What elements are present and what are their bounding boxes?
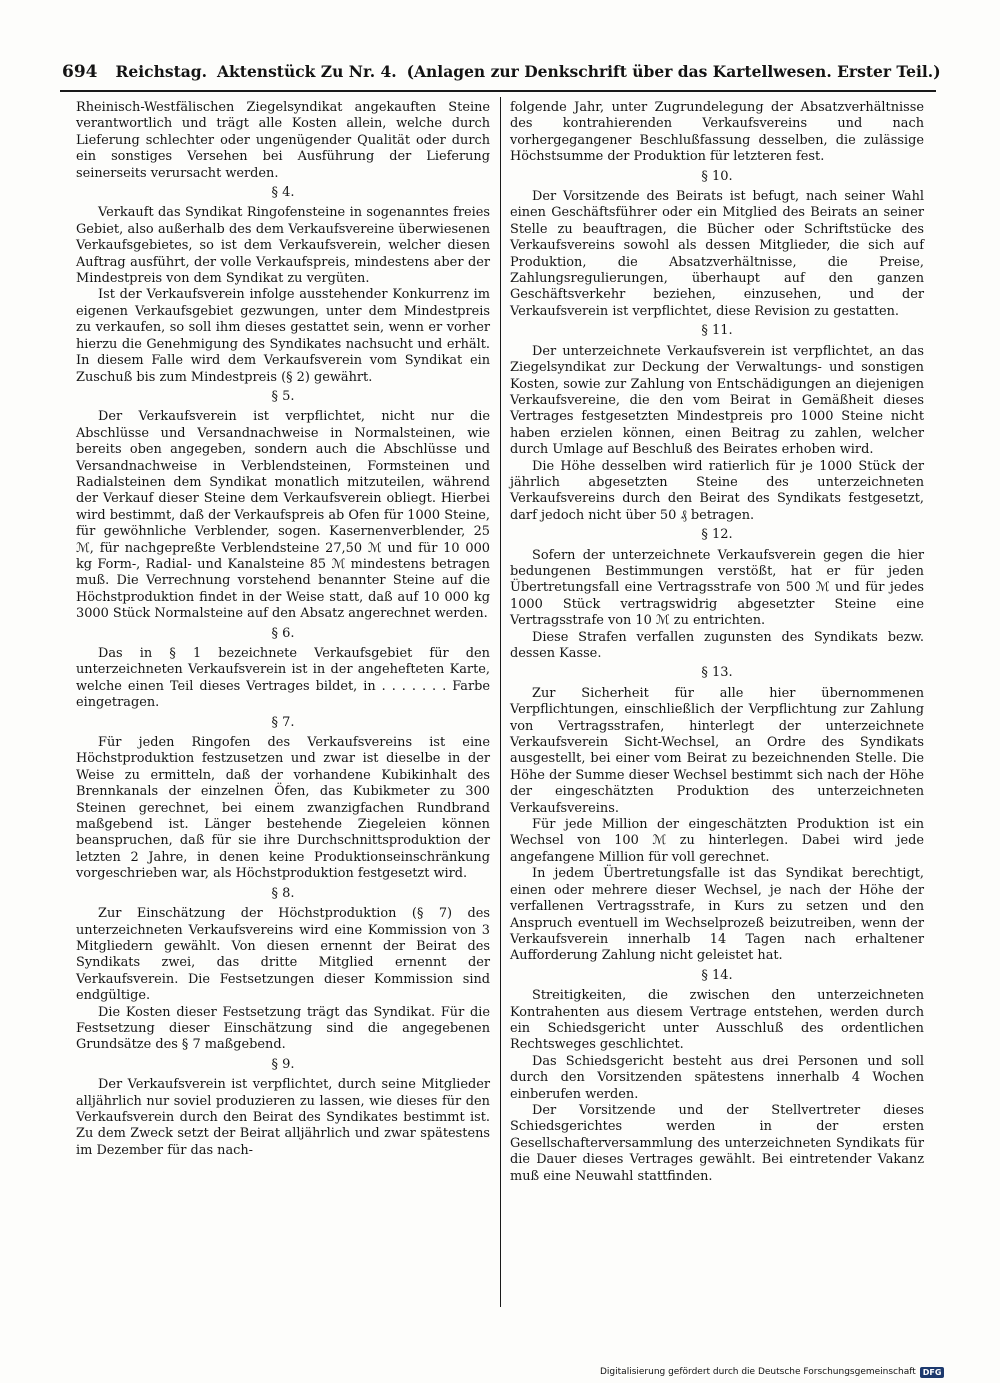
paragraph: Für jede Million der eingeschätzten Produktion ist ein Wechsel von 100 ℳ zu hinterlegen. Dabei wird jede angefangene Million für voll gerechnet. [510,817,924,865]
paragraph: Die Kosten dieser Festsetzung trägt das Syndikat. Für die Festsetzung dieser Einschätzung sind die angegebenen Grundsätze des § 7 maßgebend. [76,1004,490,1053]
column-divider [500,97,501,1307]
right-column [510,100,924,1185]
section-heading: § 9. [271,1056,295,1072]
paragraph: Das Schiedsgericht besteht aus drei Personen und soll durch den Vorsitzenden spätestens innerhalb 4 Wochen einberufen werden. [510,1053,924,1102]
header-document: Aktenstück Zu Nr. 4. [217,62,397,81]
section-heading: § 4. [271,185,295,201]
paragraph: Rheinisch-Westfälischen Ziegelsyndikat angekauften Steine verantwortlich und trägt alle Kosten allein, welche durch Lieferung schlechter oder ungenügender Qualität oder durch ein sonstiges Versehen bei Ausführung der Lieferung seinerseits verursacht werden. [76,100,490,181]
paragraph: Verkauft das Syndikat Ringofensteine in sogenanntes freies Gebiet, also außerhalb des dem Verkaufsvereine überwiesenen Verkaufsgebietes, so ist dem Verkaufsverein, welcher diesen Auftrag ausführt, der volle Verkaufspreis, mindestens aber der Mindestpreis von dem Syndikat zu vergüten. [76,205,490,287]
paragraph: Diese Strafen verfallen zugunsten des Syndikats bezw. dessen Kasse. [510,629,924,661]
section-heading: § 10. [701,168,733,184]
section-heading: § 5. [271,388,295,404]
paragraph: Ist der Verkaufsverein infolge ausstehender Konkurrenz im eigenen Verkaufsgebiet gezwungen, unter dem Mindestpreis zu verkaufen, so soll ihm dieses gestattet sein, wenn er vorher hierzu die Genehmigung des Syndikates nachsucht und erhält. In diesem Falle wird dem Verkaufsverein vom Syndikat ein Zuschuß bis zum Mindestpreis (§ 2) gewährt. [76,287,490,385]
paragraph: Streitigkeiten, die zwischen den unterzeichneten Kontrahenten aus diesem Vertrage entstehen, werden durch ein Schiedsgericht unter Ausschluß des ordentlichen Rechtsweges geschlichtet. [510,988,924,1053]
paragraph: In jedem Übertretungsfalle ist das Syndikat berechtigt, einen oder mehrere dieser Wechsel, je nach der Höhe der verfallenen Vertragsstrafe, in Kurs zu setzen und den Anspruch eventuell im Wechselprozeß beizutreiben, wenn der Verkaufsverein innerhalb 14 Tagen nach erhaltener Aufforderung Zahlung nicht geleistet hat. [510,866,924,964]
paragraph: Sofern der unterzeichnete Verkaufsverein gegen die hier bedungenen Bestimmungen verstößt, hat er für jeden Übertretungsfall eine Vertragsstrafe von 500 ℳ und für jedes 1000 Stück vertragswidrig abgesetzter Steine eine Vertragsstrafe von 10 ℳ zu entrichten. [510,547,924,629]
page-number: 694 [62,62,98,82]
section-heading: § 7. [271,714,295,730]
header-publication: Reichstag. [115,62,208,81]
paragraph: Zur Einschätzung der Höchstproduktion (§ 7) des unterzeichneten Verkaufsvereins wird eine Kommission von 3 Mitgliedern gewählt. Von diesen ernennt der Beirat des Syndikats zwei, das dritte Mitglied ernennt der Verkaufsverein. Die Festsetzungen dieser Kommission sind endgültige. [76,906,490,1004]
paragraph: Der Verkaufsverein ist verpflichtet, nicht nur die Abschlüsse und Versandnachweise in Normalsteinen, wie bereits oben angegeben, sondern auch die Abschlüsse und Versandnachweise in Verblendsteinen, Formsteinen und Radialsteinen dem Syndikat monatlich mitzuteilen, während der Verkauf dieser Steine dem Verkaufsverein obliegt. Hierbei wird bestimmt, daß der Verkaufspreis ab Ofen für 1000 Steine, für gewöhnliche Verblender, sogen. Kasernenverblender, 25 ℳ, für nachgepreßte Verblendsteine 27,50 ℳ und für 10 000 kg Form-, Radial- und Kanalsteine 85 ℳ mindestens betragen muß. Die Verrechnung vorstehend benannter Steine auf die Höchstproduktion findet in der Weise statt, daß auf 10 000 kg 3000 Stück Normalsteine auf den Absatz angerechnet werden. [76,409,490,622]
section-heading: § 11. [701,323,733,339]
paragraph: Die Höhe desselben wird ratierlich für je 1000 Stück der jährlich abgesetzten Steine des unterzeichneten Verkaufsvereins durch den Beirat des Syndikats festgesetzt, darf jedoch nicht über 50 ₰ betragen. [510,458,924,523]
paragraph: Das in § 1 bezeichnete Verkaufsgebiet für den unterzeichneten Verkaufsverein ist in der angehefteten Karte, welche einen Teil dieses Vertrages bildet, in . . . . . . . Farbe eingetragen. [76,646,490,711]
paragraph: Zur Sicherheit für alle hier übernommenen Verpflichtungen, einschließlich der Verpflichtung zur Zahlung von Vertragsstrafen, hinterlegt der unterzeichnete Verkaufsverein Sicht-Wechsel, an Ordre des Syndikats ausgestellt, bei einer vom Beirat zu bezeichnenden Stelle. Die Höhe der Summe dieser Wechsel bestimmt sich nach der Höhe der eingeschätzten Produktion des unterzeichneten Verkaufsvereins. [510,685,924,816]
paragraph: Der Vorsitzende des Beirats ist befugt, nach seiner Wahl einen Geschäftsführer oder ein Mitglied des Beirats an seiner Stelle zu beauftragen, die Bücher oder Schriftstücke des Verkaufsvereins sowohl als dessen Mitglieder, die sich auf Produktion, die Absatzverhältnisse, die Preise, Zahlungsregulierungen, überhaupt auf den ganzen Geschäftsverkehr beziehen, einzusehen, und der Verkaufsverein ist verpflichtet, diese Revision zu gestatten. [510,189,924,319]
paragraph: Der unterzeichnete Verkaufsverein ist verpflichtet, an das Ziegelsyndikat zur Deckung der Verwaltungs- und sonstigen Kosten, sowie zur Zahlung von Entschädigungen an diejenigen Verkaufsvereine, die den vom Beirat in Gemäßheit dieses Vertrages festgesetzten Mindestpreis pro 1000 Steine nicht haben erzielen können, einen Beitrag zu zahlen, welcher durch Umlage auf Beschluß des Beirates erhoben wird. [510,343,924,458]
footer-credit: Digitalisierung gefördert durch die Deutsche Forschungsgemeinschaft [600,1367,916,1377]
section-heading: § 13. [701,665,733,681]
paragraph: Der Vorsitzende und der Stellvertreter dieses Schiedsgerichtes werden in der ersten Gesellschafterversammlung des unterzeichneten Syndikats für die Dauer dieses Vertrages gewählt. Bei eintretender Vakanz muß eine Neuwahl stattfinden. [510,1102,924,1184]
paragraph: folgende Jahr, unter Zugrundelegung der Absatzverhältnisse des kontrahierenden Verkaufsvereins und nach vorhergegangener Beschlußfassung desselben, die zulässige Höchstsumme der Produktion für letzteren fest. [510,100,924,165]
section-heading: § 12. [701,527,733,543]
page-header [62,62,941,86]
paragraph: Der Verkaufsverein ist verpflichtet, durch seine Mitglieder alljährlich nur soviel produzieren zu lassen, wie dieses für den Verkaufsverein durch den Beirat des Syndikates bestimmt ist. Zu dem Zweck setzt der Beirat alljährlich und zwar spätestens im Dezember für das nach- [76,1077,490,1158]
dfg-logo-icon: DFG [920,1367,945,1378]
header-rule [60,90,936,92]
paragraph: Für jeden Ringofen des Verkaufsvereins ist eine Höchstproduktion festzusetzen und zwar ist dieselbe in der Weise zu ermitteln, daß der vorhandene Kubikinhalt des Brennkanals der einzelnen Öfen, das Kubikmeter zu 300 Steinen gerechnet, bei einem zwanzigfachen Rundbrand maßgebend ist. Länger bestehende Ziegeleien können beanspruchen, daß für sie ihre Durchschnittsproduktion der letzten 2 Jahre, in denen keine Produktionseinschränkung vorgeschrieben war, als Höchstproduktion festgesetzt wird. [76,735,490,882]
section-heading: § 14. [701,967,733,983]
section-heading: § 8. [271,885,295,901]
section-heading: § 6. [271,625,295,641]
header-subtitle: (Anlagen zur Denkschrift über das Kartellwesen. Erster Teil.) [406,62,941,81]
digitization-footer [600,1365,990,1379]
left-column [76,100,490,1159]
